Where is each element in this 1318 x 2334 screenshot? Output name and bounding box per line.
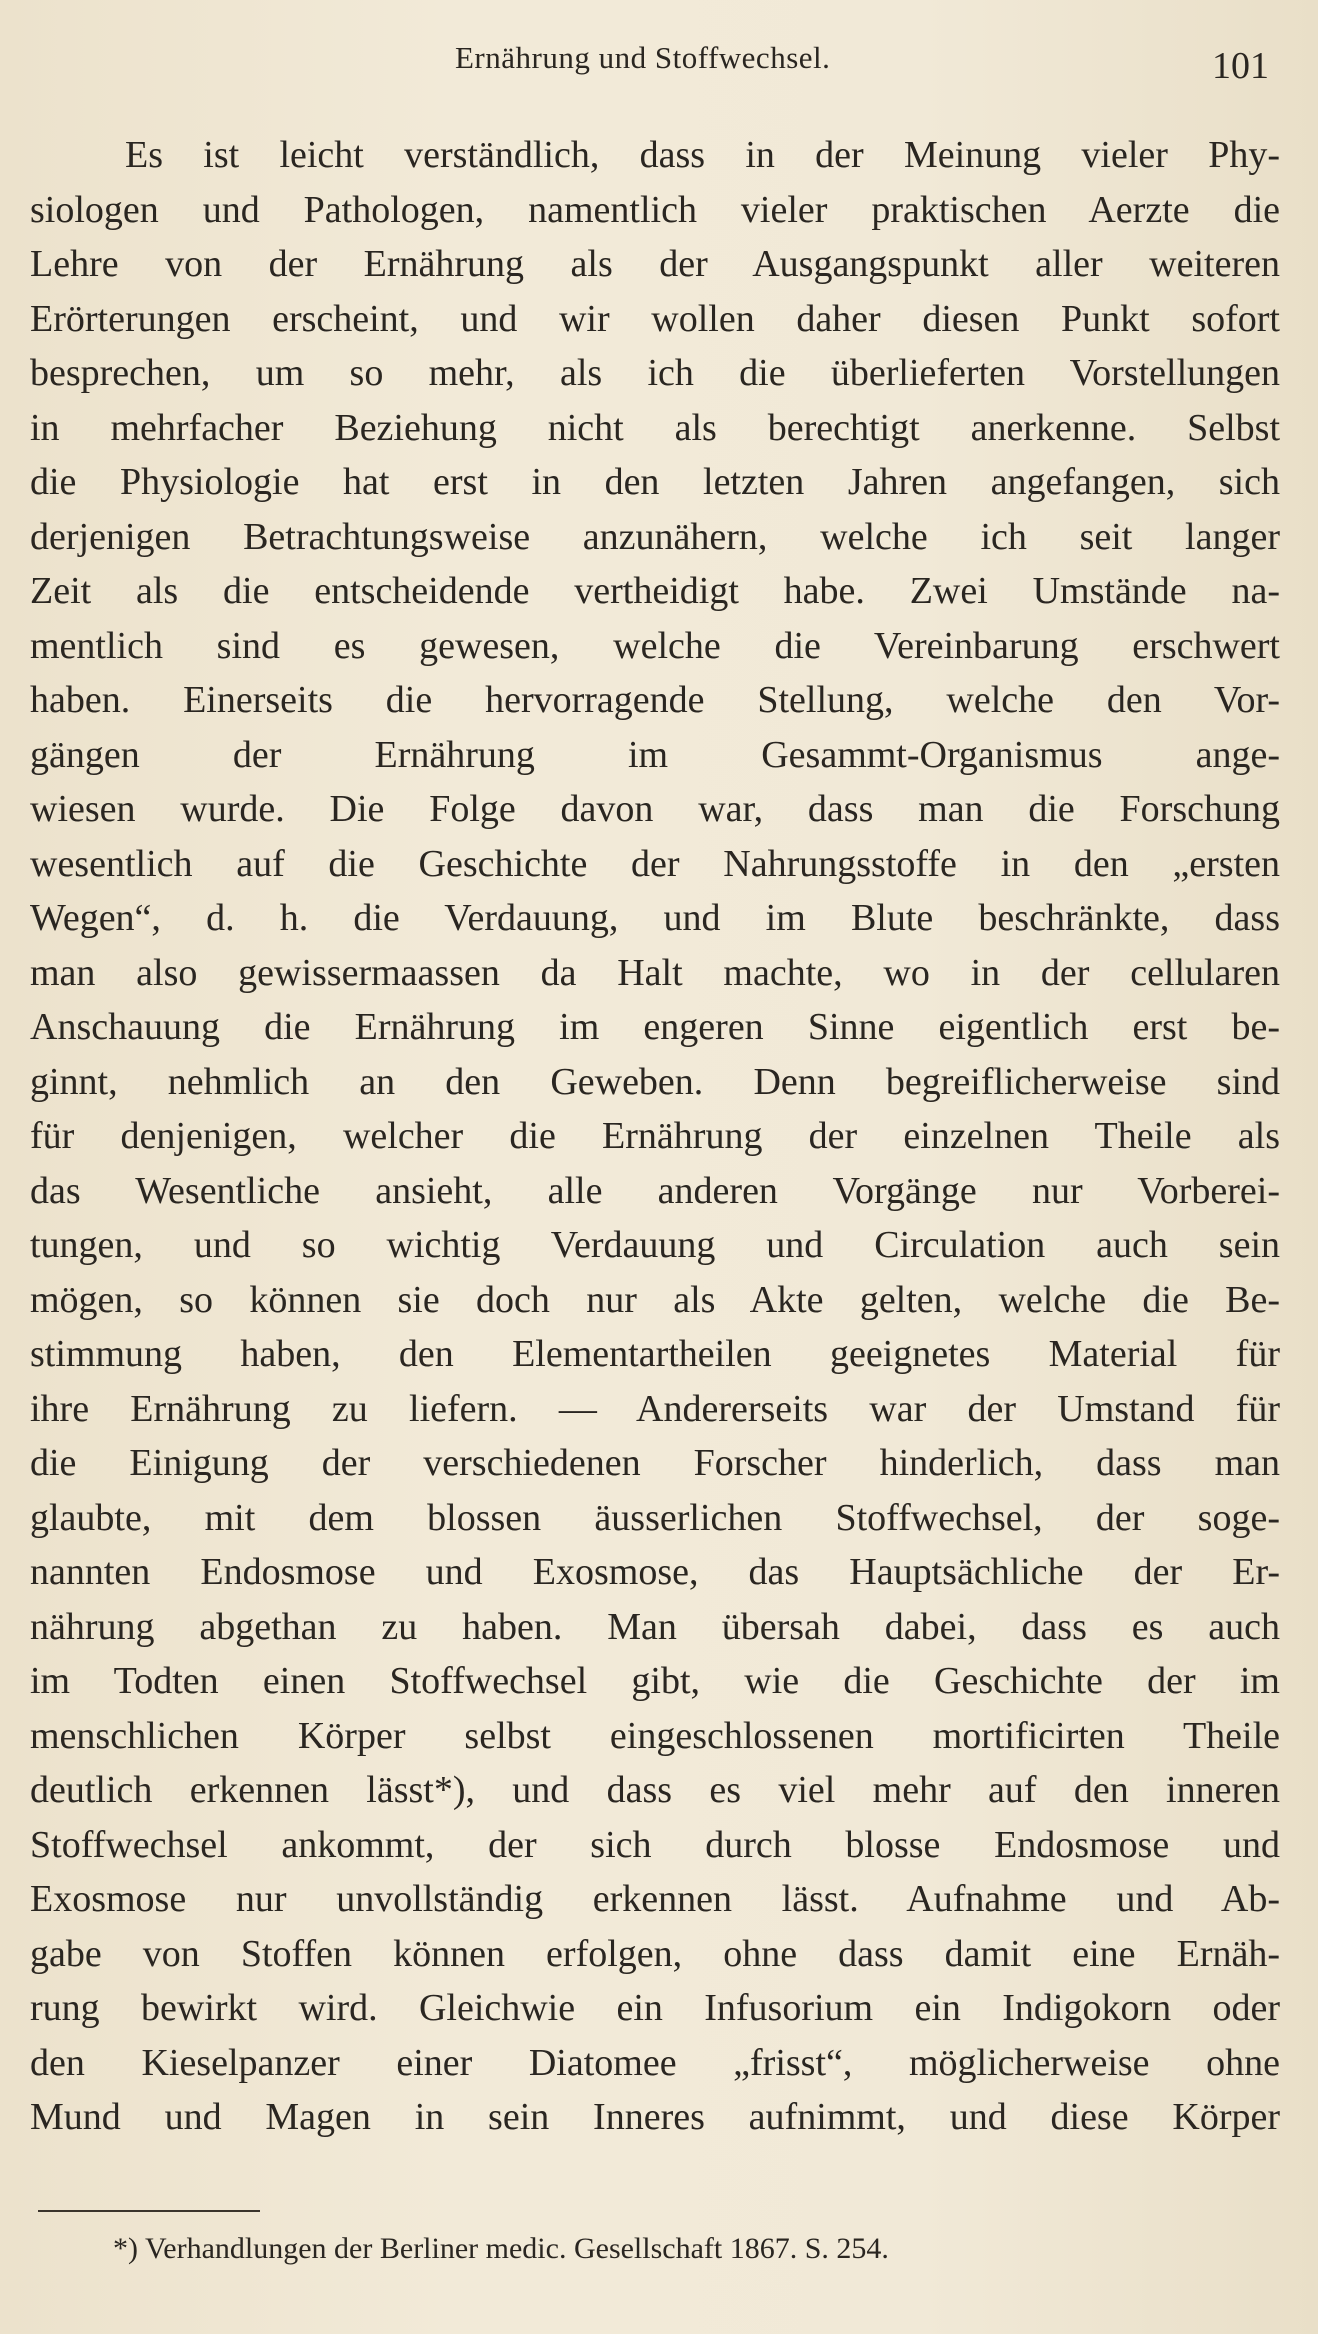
text-line: im Todten einen Stoffwechsel gibt, wie die Geschichte der im (30, 1660, 1280, 1702)
text-line: Lehre von der Ernährung als der Ausgangspunkt aller weiteren (30, 243, 1280, 285)
text-line: Zeit als die entscheidende vertheidigt habe. Zwei Umstände na- (30, 570, 1280, 612)
text-line: die Einigung der verschiedenen Forscher hinderlich, dass man (30, 1442, 1280, 1484)
footnote-divider (38, 2210, 260, 2212)
text-line: Exosmose nur unvollständig erkennen lässt. Aufnahme und Ab- (30, 1878, 1280, 1920)
running-title: Ernährung und Stoffwechsel. (455, 40, 831, 75)
text-line: rung bewirkt wird. Gleichwie ein Infusorium ein Indigokorn oder (30, 1987, 1280, 2029)
text-line: Anschauung die Ernährung im engeren Sinne eigentlich erst be- (30, 1006, 1280, 1048)
text-line: Stoffwechsel ankommt, der sich durch blosse Endosmose und (30, 1823, 1280, 1866)
text-line: die Physiologie hat erst in den letzten Jahren angefangen, sich (30, 461, 1280, 503)
text-line: tungen, und so wichtig Verdauung und Circulation auch sein (30, 1224, 1280, 1266)
text-line: man also gewissermaassen da Halt machte, wo in der cellularen (30, 951, 1280, 994)
page-number: 101 (1212, 45, 1269, 87)
text-line: ihre Ernährung zu liefern. — Andererseits war der Umstand für (30, 1387, 1280, 1430)
text-line: haben. Einerseits die hervorragende Stellung, welche den Vor- (30, 679, 1280, 721)
text-line: menschlichen Körper selbst eingeschlossenen mortificirten Theile (30, 1714, 1280, 1757)
text-line: ginnt, nehmlich an den Geweben. Denn begreiflicherweise sind (30, 1060, 1280, 1103)
text-line: mögen, so können sie doch nur als Akte gelten, welche die Be- (30, 1278, 1280, 1321)
text-line: den Kieselpanzer einer Diatomee „frisst“, möglicherweise ohne (30, 2041, 1280, 2084)
text-line: wesentlich auf die Geschichte der Nahrungsstoffe in den „ersten (30, 842, 1280, 885)
text-line: stimmung haben, den Elementartheilen geeignetes Material für (30, 1333, 1280, 1375)
text-line: mentlich sind es gewesen, welche die Vereinbarung erschwert (30, 624, 1280, 667)
text-line: in mehrfacher Beziehung nicht als berechtigt anerkenne. Selbst (30, 406, 1280, 449)
text-line: wiesen wurde. Die Folge davon war, dass man die Forschung (30, 788, 1280, 830)
text-line: Mund und Magen in sein Inneres aufnimmt, und diese Körper (30, 2096, 1280, 2138)
body-text (30, 128, 1280, 2145)
text-line: deutlich erkennen lässt*), und dass es viel mehr auf den inneren (30, 1769, 1280, 1811)
text-line: gängen der Ernährung im Gesammt-Organismus ange- (30, 733, 1280, 776)
text-line: gabe von Stoffen können erfolgen, ohne dass damit eine Ernäh- (30, 1932, 1280, 1975)
text-line: derjenigen Betrachtungsweise anzunähern, welche ich seit langer (30, 515, 1280, 558)
text-line: Erörterungen erscheint, und wir wollen daher diesen Punkt sofort (30, 297, 1280, 340)
text-line: nährung abgethan zu haben. Man übersah dabei, dass es auch (30, 1605, 1280, 1648)
text-line: Es ist leicht verständlich, dass in der Meinung vieler Phy- (125, 134, 1280, 176)
text-line: das Wesentliche ansieht, alle anderen Vorgänge nur Vorberei- (30, 1169, 1280, 1212)
footnote: *) Verhandlungen der Berliner medic. Gesellschaft 1867. S. 254. (113, 2232, 889, 2265)
text-line: nannten Endosmose und Exosmose, das Hauptsächliche der Er- (30, 1551, 1280, 1593)
text-line: siologen und Pathologen, namentlich vieler praktischen Aerzte die (30, 188, 1280, 231)
text-line: besprechen, um so mehr, als ich die überlieferten Vorstellungen (30, 352, 1280, 394)
text-line: glaubte, mit dem blossen äusserlichen Stoffwechsel, der soge- (30, 1496, 1280, 1539)
text-line: Wegen“, d. h. die Verdauung, und im Blute beschränkte, dass (30, 897, 1280, 939)
text-line: für denjenigen, welcher die Ernährung der einzelnen Theile als (30, 1115, 1280, 1157)
